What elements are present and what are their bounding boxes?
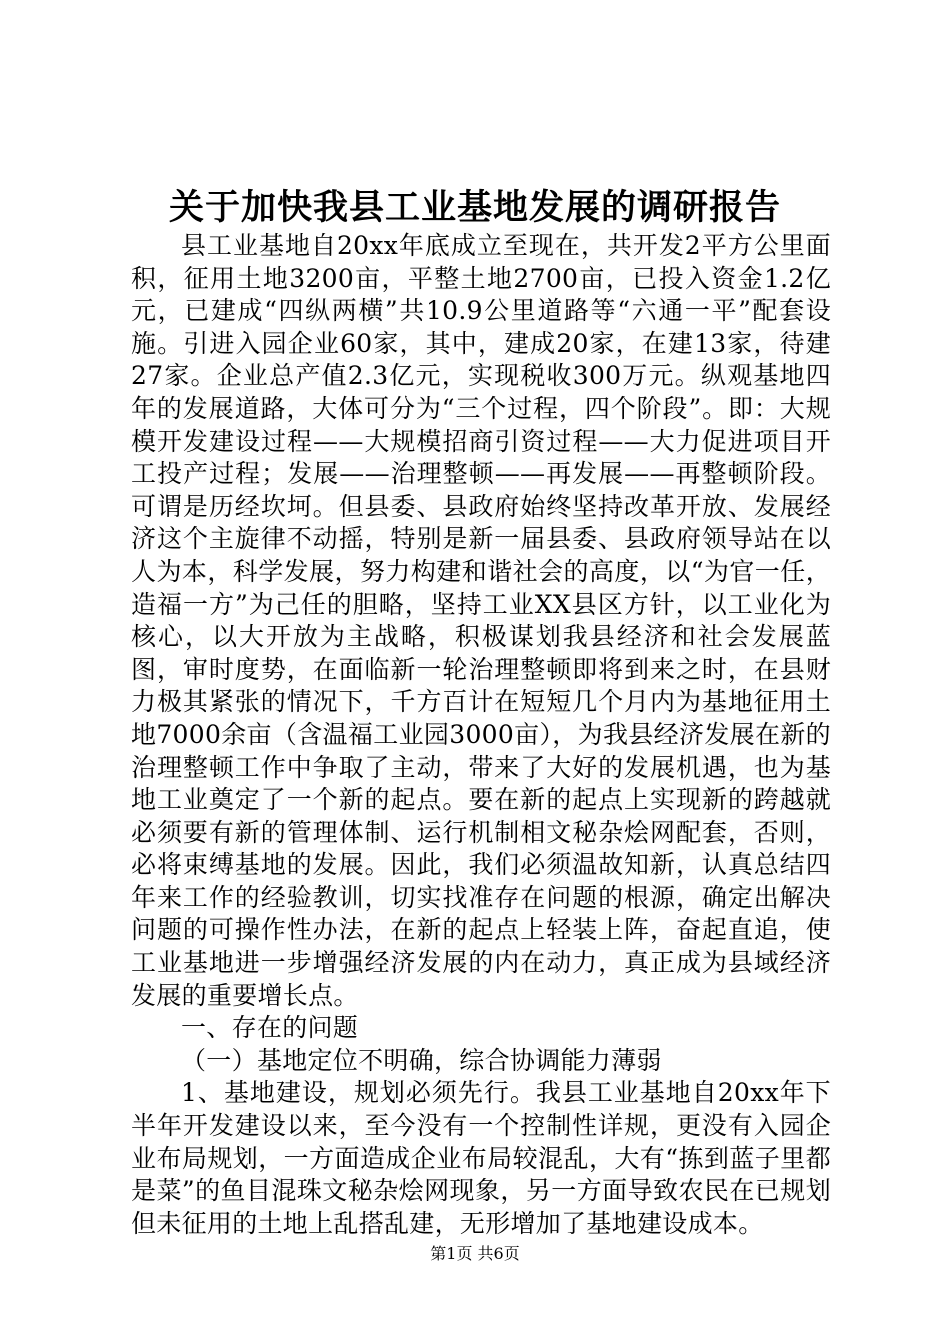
subsection-heading: （一）基地定位不明确，综合协调能力薄弱 [181, 1045, 662, 1075]
paragraph-point-1: 1、基地建设，规划必须先行。我县工业基地自20xx年下半年开发建设以来，至今没有一个控制性详规，更没有入园企业布局规划，一方面造成企业布局较混乱，大有“拣到蓝子里都是菜”的鱼目混珠文秘杂烩网现象，另一方面导致农民在已规划但未征用的土地上乱搭乱建，无形增加了基地建设成本。 [131, 1078, 831, 1238]
section-heading: 一、存在的问题 [181, 1013, 359, 1043]
page-footer: 第1页 共6页 [430, 1244, 520, 1263]
document-title: 关于加快我县工业基地发展的调研报告 [168, 187, 781, 228]
paragraph-intro: 县工业基地自20xx年底成立至现在，共开发2平方公里面积，征用土地3200亩，平整土地2700亩，已投入资金1.2亿元，已建成“四纵两横”共10.9公里道路等“六通一平”配套设施。引进入园企业60家，其中，建成20家，在建13家，待建27家。企业总产值2.3亿元，实现税收300万元。纵观基地四年的发展道路，大体可分为“三个过程，四个阶段”。即：大规模开发建设过程——大规模招商引资过程——大力促进项目开工投产过程；发展——治理整顿——再发展——再整顿阶段。可谓是历经坎坷。但县委、县政府始终坚持改革开放、发展经济这个主旋律不动摇，特别是新一届县委、县政府领导站在以人为本，科学发展，努力构建和谐社会的高度，以“为官一任，造福一方”为己任的胆略，坚持工业XX县区方针，以工业化为核心，以大开放为主战略，积极谋划我县经济和社会发展蓝图，审时度势，在面临新一轮治理整顿即将到来之时，在县财力极其紧张的情况下，千方百计在短短几个月内为基地征用土地7000余亩（含温福工业园3000亩），为我县经济发展在新的治理整顿工作中争取了主动，带来了大好的发展机遇，也为基地工业奠定了一个新的起点。要在新的起点上实现新的跨越就必须要有新的管理体制、运行机制相文秘杂烩网配套，否则，必将束缚基地的发展。因此，我们必须温故知新，认真总结四年来工作的经验教训，切实找准存在问题的根源，确定出解决问题的可操作性办法，在新的起点上轻装上阵，奋起直追，使工业基地进一步增强经济发展的内在动力，真正成为县域经济发展的重要增长点。 [131, 231, 831, 1010]
document-body [131, 230, 831, 1240]
